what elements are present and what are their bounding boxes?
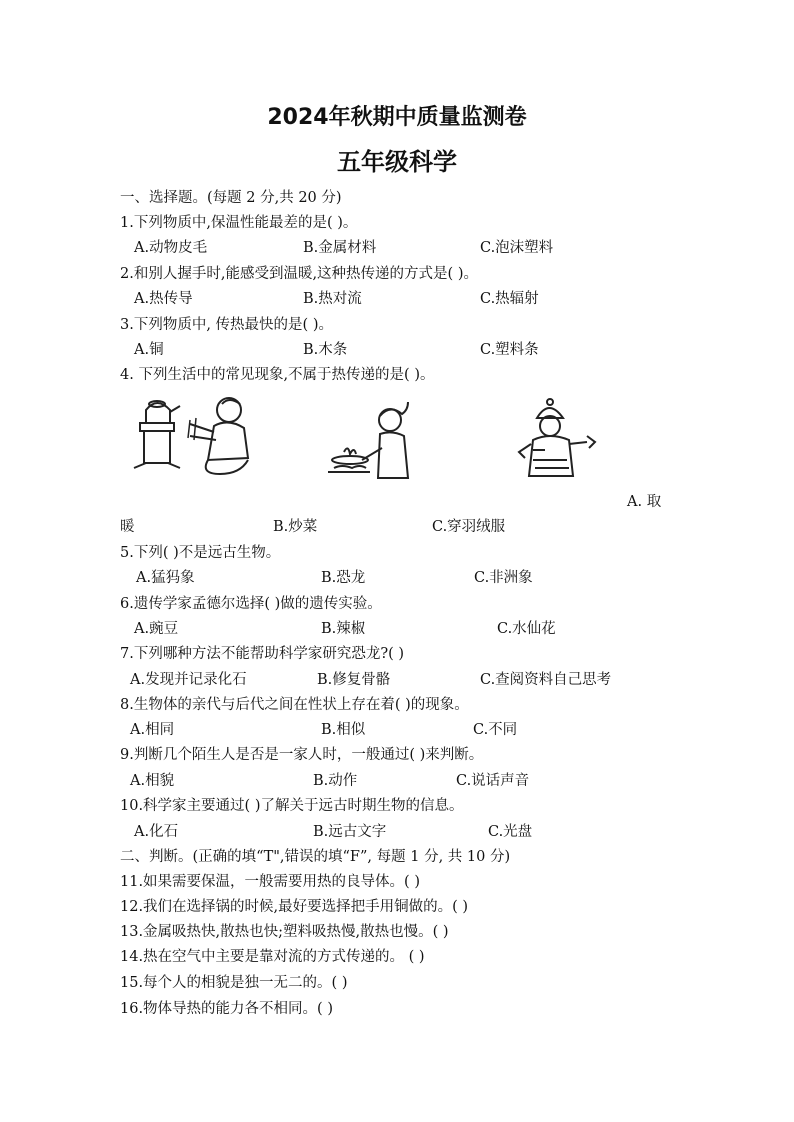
q9-option-a: A.相貌 <box>130 773 175 789</box>
exam-title: 2024年秋期中质量监测卷 <box>267 105 527 130</box>
q6-option-c: C.水仙花 <box>497 621 556 637</box>
q4-option-c: C.穿羽绒服 <box>432 519 506 535</box>
question-7: 7.下列哪种方法不能帮助科学家研究恐龙?( ) <box>120 646 405 662</box>
section-2-heading: 二、判断。(正确的填“T",错误的填“F”, 每题 1 分, 共 10 分) <box>120 849 511 865</box>
judge-16: 16.物体导热的能力各不相同。( ) <box>120 1001 333 1017</box>
question-4: 4. 下列生活中的常见现象,不属于热传递的是( )。 <box>120 367 435 383</box>
question-8: 8.生物体的亲代与后代之间在性状上存在着( )的现象。 <box>120 697 469 713</box>
q10-option-b: B.远古文字 <box>313 824 387 840</box>
q6-option-b: B.辣椒 <box>321 621 366 637</box>
q8-option-c: C.不同 <box>473 722 518 738</box>
question-9: 9.判断几个陌生人是否是一家人时，一般通过( )来判断。 <box>120 747 484 763</box>
warming-by-stove-illustration <box>128 388 268 480</box>
question-6: 6.遗传学家孟德尔选择( )做的遗传实验。 <box>120 596 382 612</box>
q2-option-a: A.热传导 <box>134 291 193 307</box>
q2-option-c: C.热辐射 <box>480 291 539 307</box>
down-jacket-illustration <box>515 398 610 480</box>
q6-option-a: A.豌豆 <box>134 621 179 637</box>
question-5: 5.下列( )不是远古生物。 <box>120 545 281 561</box>
q4-option-b: B.炒菜 <box>273 519 318 535</box>
q3-option-b: B.木条 <box>303 342 348 358</box>
cooking-illustration <box>322 398 417 480</box>
q5-option-a: A.猛犸象 <box>136 570 195 586</box>
judge-11: 11.如果需要保温，一般需要用热的良导体。( ) <box>120 874 420 890</box>
q8-option-a: A.相同 <box>130 722 175 738</box>
section-1-heading: 一、选择题。(每题 2 分,共 20 分) <box>120 190 342 206</box>
q7-option-a: A.发现并记录化石 <box>130 672 247 688</box>
question-3: 3.下列物质中, 传热最快的是( )。 <box>120 317 333 333</box>
q4-option-a-part1: A. 取 <box>627 494 662 510</box>
q4-option-a-part2: 暖 <box>120 519 135 535</box>
q3-option-a: A.铜 <box>134 342 164 358</box>
judge-14: 14.热在空气中主要是靠对流的方式传递的。 ( ) <box>120 949 425 965</box>
q9-option-b: B.动作 <box>313 773 358 789</box>
question-10: 10.科学家主要通过( )了解关于远古时期生物的信息。 <box>120 798 464 814</box>
judge-13: 13.金属吸热快,散热也快;塑料吸热慢,散热也慢。( ) <box>120 924 449 940</box>
q9-option-c: C.说话声音 <box>456 773 530 789</box>
q8-option-b: B.相似 <box>321 722 366 738</box>
q5-option-b: B.恐龙 <box>321 570 366 586</box>
q5-option-c: C.非洲象 <box>474 570 533 586</box>
exam-subtitle: 五年级科学 <box>337 148 457 176</box>
q10-option-a: A.化石 <box>134 824 179 840</box>
q1-option-a: A.动物皮毛 <box>134 240 208 256</box>
q10-option-c: C.光盘 <box>488 824 533 840</box>
judge-15: 15.每个人的相貌是独一无二的。( ) <box>120 975 348 991</box>
q3-option-c: C.塑料条 <box>480 342 539 358</box>
q7-option-c: C.查阅资料自己思考 <box>480 672 612 688</box>
q1-option-c: C.泡沫塑料 <box>480 240 554 256</box>
question-1: 1.下列物质中,保温性能最差的是( )。 <box>120 215 358 231</box>
judge-12: 12.我们在选择锅的时候,最好要选择把手用铜做的。( ) <box>120 899 469 915</box>
q1-option-b: B.金属材料 <box>303 240 377 256</box>
question-2: 2.和别人握手时,能感受到温暖,这种热传递的方式是( )。 <box>120 266 478 282</box>
q7-option-b: B.修复骨骼 <box>317 672 391 688</box>
q2-option-b: B.热对流 <box>303 291 362 307</box>
